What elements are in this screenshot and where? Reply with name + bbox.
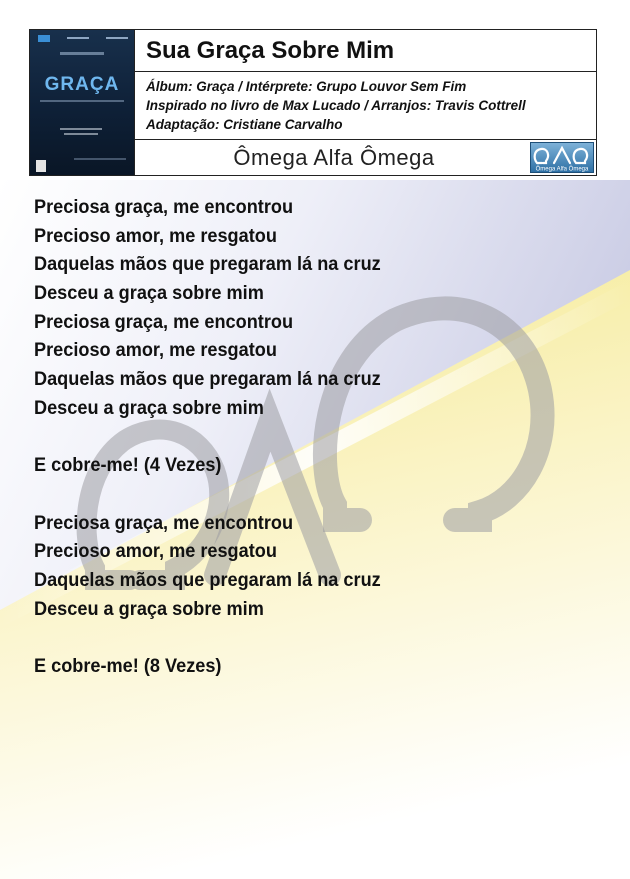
lyric-line: Precioso amor, me resgatou [34,224,277,247]
lyric-line: Preciosa graça, me encontrou [34,310,294,333]
song-header [29,29,597,176]
stanza-gap [34,623,407,652]
lyric-line: Precioso amor, me resgatou [34,339,277,362]
lyric-line: Desceu a graça sobre mim [34,396,264,419]
credit-inspiration: Inspirado no livro de Max Lucado / Arranjos: Travis Cottrell [146,98,526,113]
lyric-line: Desceu a graça sobre mim [34,282,264,305]
refrain-line: E cobre-me! (4 Vezes) [34,454,222,477]
album-cover-title: GRAÇA [44,74,120,95]
credit-adaptation: Adaptação: Cristiane Carvalho [146,117,343,132]
stanza-gap [34,480,407,509]
credit-album: Álbum: Graça / Intérprete: Grupo Louvor Sem Fim [146,79,467,94]
stanza-gap [34,423,407,452]
omega-alfa-omega-logo [530,142,594,173]
lyric-line: Precioso amor, me resgatou [34,540,277,563]
lyric-line: Preciosa graça, me encontrou [34,511,294,534]
song-credits [134,72,596,140]
lyric-line: Desceu a graça sobre mim [34,597,264,620]
refrain-line: E cobre-me! (8 Vezes) [34,655,222,677]
album-cover [30,30,135,175]
lyric-line: Daquelas mãos que pregaram lá na cruz [34,568,381,591]
lyric-line: Preciosa graça, me encontrou [34,196,294,218]
lyric-line: Daquelas mãos que pregaram lá na cruz [34,368,381,391]
publisher-name: Ômega Alfa Ômega [233,145,435,170]
lyrics [34,193,407,681]
lyric-line: Daquelas mãos que pregaram lá na cruz [34,253,381,276]
logo-caption: Ômega Alfa Ômega [535,166,589,173]
publisher-row [134,140,596,175]
song-title: Sua Graça Sobre Mim [134,30,596,72]
